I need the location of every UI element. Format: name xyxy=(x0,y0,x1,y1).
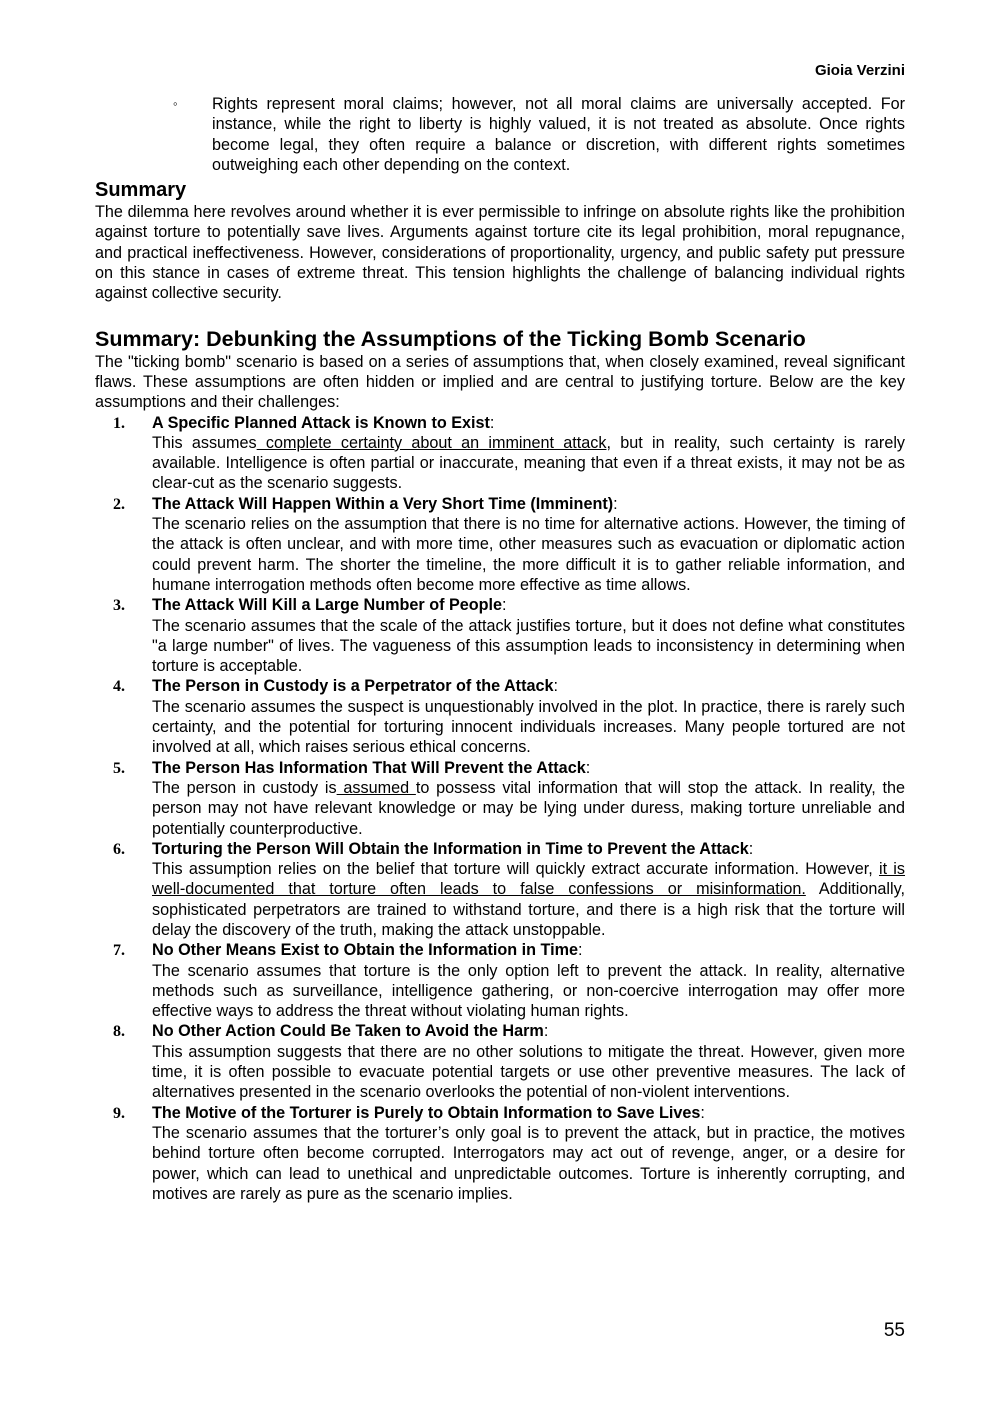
item-text: The person in custody is assumed to possess vital information that will stop the attack. In reality, the person may not have relevant knowledge or may be lying under duress, making torture unreliable and potentially counterproductive. xyxy=(152,778,905,838)
item-number: 7. xyxy=(113,942,125,960)
debunk-intro: The "ticking bomb" scenario is based on a series of assumptions that, when closely examined, reveal significant flaws. These assumptions are often hidden or implied and are central to justifying torture. Below are the key assumptions and their challenges: xyxy=(95,352,905,412)
item-number: 6. xyxy=(113,840,125,858)
list-item: 6. Torturing the Person Will Obtain the Information in Time to Prevent the Attack: This assumption relies on the belief that torture will quickly extract accurate information. However, it is well-documented that torture often leads to false confessions or misinformation. Additionally, sophisticated perpetrators are trained to withstand torture, and there is a high risk that the torture will delay the discovery of the truth, making the attack unstoppable. xyxy=(113,839,906,939)
item-title: No Other Means Exist to Obtain the Information in Time xyxy=(152,941,579,960)
item-text: This assumption suggests that there are no other solutions to mitigate the threat. However, given more time, it is often possible to evacuate potential targets or use other preventive measures. The lack of alternatives presented in the scenario overlooks the potential of non-violent interventions. xyxy=(152,1042,905,1102)
list-item: 4. The Person in Custody is a Perpetrator of the Attack: The scenario assumes the suspect is unquestionably involved in the plot. In practice, there is rarely such certainty, and the potential for torturing innocent individuals increases. Many people tortured are not involved at all, which raises serious ethical concerns. xyxy=(113,677,905,757)
item-number: 1. xyxy=(113,414,125,432)
underlined-text: assumed xyxy=(336,778,416,797)
bullet-icon: ◦ xyxy=(173,96,178,111)
item-number: 3. xyxy=(113,597,125,615)
item-text: The scenario assumes that the scale of the attack justifies torture, but it does not define what constitutes "a large number" of lives. The vagueness of this assumption leads to inconsistency in determining when torture is acceptable. xyxy=(152,616,905,676)
summary-heading: Summary xyxy=(95,179,187,202)
item-text: This assumption relies on the belief that torture will quickly extract accurate information. However, it is well-documented that torture often leads to false confessions or misinformation. Additionally, sophisticated perpetrators are trained to withstand torture, and there is a high risk that the torture will delay the discovery of the truth, making the attack unstoppable. xyxy=(152,860,906,939)
item-number: 2. xyxy=(113,495,125,513)
item-number: 8. xyxy=(113,1023,125,1041)
item-title: Torturing the Person Will Obtain the Information in Time to Prevent the Attack xyxy=(152,839,749,858)
item-title: A Specific Planned Attack is Known to Exist xyxy=(152,413,490,432)
list-item: 3. The Attack Will Kill a Large Number of People: The scenario assumes that the scale of the attack justifies torture, but it does not define what constitutes "a large number" of lives. The vagueness of this assumption leads to inconsistency in determining when torture is acceptable. xyxy=(113,596,905,676)
item-text: The scenario assumes that the torturer’s only goal is to prevent the attack, but in practice, the motives behind torture often become corrupted. Interrogators may act out of revenge, anger, or a desire for power, which can lead to unethical and unpredictable outcomes. Torture is inherently corrupting, and motives are rarely as pure as the scenario implies. xyxy=(152,1123,905,1203)
assumptions-list xyxy=(95,413,905,1205)
underlined-text: complete certainty about an imminent attack xyxy=(256,433,607,452)
list-item: 9. The Motive of the Torturer is Purely to Obtain Information to Save Lives: The scenario assumes that the torturer’s only goal is to prevent the attack, but in practice, the motives behind torture often become corrupted. Interrogators may act out of revenge, anger, or a desire for power, which can lead to unethical and unpredictable outcomes. Torture is inherently corrupting, and motives are rarely as pure as the scenario implies. xyxy=(113,1103,905,1203)
summary-paragraph: The dilemma here revolves around whether it is ever permissible to infringe on absolute rights like the prohibition against torture to potentially save lives. Arguments against torture cite its legal prohibition, moral repugnance, and practical ineffectiveness. However, considerations of proportionality, urgency, and public safety put pressure on this stance in cases of extreme threat. This tension highlights the challenge of balancing individual rights against collective security. xyxy=(95,203,905,303)
list-item: 8. No Other Action Could Be Taken to Avoid the Harm: This assumption suggests that there are no other solutions to mitigate the threat. However, given more time, it is often possible to evacuate potential targets or use other preventive measures. The lack of alternatives presented in the scenario overlooks the potential of non-violent interventions. xyxy=(113,1022,905,1102)
list-item: 2. The Attack Will Happen Within a Very Short Time (Imminent): The scenario relies on the assumption that there is no time for alternative actions. However, the timing of the attack is often unclear, and with more time, other measures such as evacuation or diplomatic action could prevent harm. The shorter the timeline, the more difficult it is to gather reliable information, and humane interrogation methods often become more effective as time allows. xyxy=(113,494,905,594)
item-text: The scenario relies on the assumption that there is no time for alternative actions. However, the timing of the attack is often unclear, and with more time, other measures such as evacuation or diplomatic action could prevent harm. The shorter the timeline, the more difficult it is to gather reliable information, and humane interrogation methods often become more effective as time allows. xyxy=(152,515,905,594)
bullet-item xyxy=(95,94,905,175)
bullet-text: Rights represent moral claims; however, not all moral claims are universally accepted. For instance, while the right to liberty is highly valued, it is not treated as absolute. Once rights become legal, they often require a balance or discretion, with different rights sometimes outweighing each other depending on the context. xyxy=(212,95,905,174)
list-item: 7. No Other Means Exist to Obtain the Information in Time: The scenario assumes that torture is the only option left to prevent the attack. In reality, alternative methods such as surveillance, intelligence gathering, or non-coercive interrogation may offer more effective ways to address the threat without violating human rights. xyxy=(113,941,905,1021)
page-number: 55 xyxy=(883,1320,905,1341)
item-title: The Attack Will Happen Within a Very Short Time (Imminent) xyxy=(152,494,614,513)
item-text: The scenario assumes that torture is the only option left to prevent the attack. In reality, alternative methods such as surveillance, intelligence gathering, or non-coercive interrogation may offer more effective ways to address the threat without violating human rights. xyxy=(152,961,905,1021)
item-number: 4. xyxy=(113,678,125,696)
item-title: The Person in Custody is a Perpetrator of the Attack xyxy=(152,677,554,696)
item-number: 9. xyxy=(113,1104,125,1122)
page-content xyxy=(95,94,905,1204)
item-text: The scenario assumes the suspect is unquestionably involved in the plot. In practice, there is rarely such certainty, and the potential for torturing innocent individuals increases. Many people tortured are not involved at all, which raises serious ethical concerns. xyxy=(152,697,905,757)
list-item: 5. The Person Has Information That Will Prevent the Attack: The person in custody is assumed to possess vital information that will stop the attack. In reality, the person may not have relevant knowledge or may be lying under duress, making torture unreliable and potentially counterproductive. xyxy=(113,758,905,838)
item-number: 5. xyxy=(113,759,125,777)
underlined-text: it is well-documented that torture often leads to false confessions or misinformation. xyxy=(152,860,906,899)
item-text: This assumes complete certainty about an imminent attack, but in reality, such certainty is rarely available. Intelligence is often partial or inaccurate, meaning that even if a threat exists, it may not be as clear-cut as the scenario suggests. xyxy=(152,433,906,493)
debunk-heading: Summary: Debunking the Assumptions of the Ticking Bomb Scenario xyxy=(95,326,806,351)
item-title: The Attack Will Kill a Large Number of People xyxy=(152,596,503,615)
list-item: 1. A Specific Planned Attack is Known to Exist: This assumes complete certainty about an imminent attack, but in reality, such certainty is rarely available. Intelligence is often partial or inaccurate, meaning that even if a threat exists, it may not be as clear-cut as the scenario suggests. xyxy=(113,413,906,493)
item-title: The Person Has Information That Will Prevent the Attack xyxy=(152,758,586,777)
item-title: The Motive of the Torturer is Purely to Obtain Information to Save Lives xyxy=(152,1103,701,1122)
header-author: Gioia Verzini xyxy=(814,62,905,79)
item-title: No Other Action Could Be Taken to Avoid the Harm xyxy=(152,1022,544,1041)
